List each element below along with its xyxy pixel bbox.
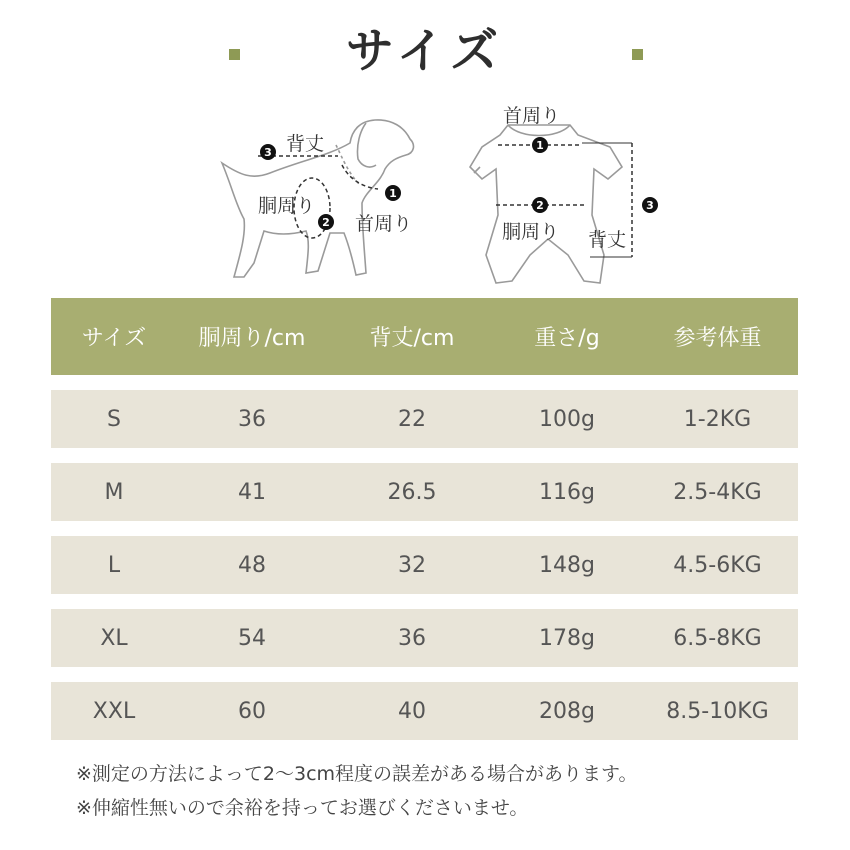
page-title: サイズ (345, 23, 505, 79)
table-row (51, 609, 798, 667)
cell-size: XL (51, 609, 177, 667)
svg-text:1: 1 (389, 187, 397, 200)
note-measurement-error: ※測定の方法によって2〜3cm程度の誤差がある場合があります。 (76, 763, 638, 785)
cell-back-length: 26.5 (327, 463, 497, 521)
header-back-length: 背丈/cm (327, 298, 497, 375)
cell-chest: 48 (177, 536, 327, 594)
header-chest: 胴周り/cm (177, 298, 327, 375)
cell-size: S (51, 390, 177, 448)
svg-text:3: 3 (646, 199, 654, 212)
cell-weight: 178g (497, 609, 637, 667)
cell-chest: 54 (177, 609, 327, 667)
cell-weight: 116g (497, 463, 637, 521)
header-size: サイズ (51, 298, 177, 375)
note-no-stretch: ※伸縮性無いので余裕を持ってお選びくださいませ。 (76, 797, 529, 819)
cell-back-length: 22 (327, 390, 497, 448)
garment-marker-2 (532, 197, 548, 213)
cell-size: L (51, 536, 177, 594)
measurement-diagram (0, 95, 850, 295)
table-header-row (51, 298, 798, 375)
header-reference-weight: 参考体重 (637, 298, 798, 375)
cell-weight: 148g (497, 536, 637, 594)
garment-label-back: 背丈 (588, 229, 627, 251)
dog-label-neck: 首周り (355, 213, 413, 235)
garment-marker-1 (532, 137, 548, 153)
table-row (51, 682, 798, 740)
garment-marker-3 (642, 197, 658, 213)
title-decoration-right (632, 49, 643, 60)
measurement-illustration (0, 95, 850, 295)
dog-marker-1 (385, 185, 401, 201)
cell-chest: 60 (177, 682, 327, 740)
size-table (51, 283, 798, 755)
cell-weight: 208g (497, 682, 637, 740)
cell-reference-weight: 2.5-4KG (637, 463, 798, 521)
cell-reference-weight: 8.5-10KG (637, 682, 798, 740)
cell-reference-weight: 4.5-6KG (637, 536, 798, 594)
dog-marker-3 (260, 144, 276, 160)
svg-text:2: 2 (322, 216, 330, 229)
svg-text:1: 1 (536, 139, 544, 152)
cell-reference-weight: 1-2KG (637, 390, 798, 448)
table-row (51, 463, 798, 521)
title-area (0, 18, 850, 88)
dog-label-chest: 胴周り (258, 195, 316, 217)
cell-weight: 100g (497, 390, 637, 448)
table-row (51, 390, 798, 448)
cell-back-length: 32 (327, 536, 497, 594)
cell-size: M (51, 463, 177, 521)
svg-text:3: 3 (264, 146, 272, 159)
garment-label-chest: 胴周り (502, 221, 560, 243)
dog-label-back: 背丈 (286, 133, 325, 155)
cell-reference-weight: 6.5-8KG (637, 609, 798, 667)
garment-label-neck: 首周り (503, 105, 561, 127)
dog-marker-2 (318, 214, 334, 230)
cell-chest: 36 (177, 390, 327, 448)
header-weight: 重さ/g (497, 298, 637, 375)
cell-back-length: 36 (327, 609, 497, 667)
notes (76, 757, 796, 825)
cell-back-length: 40 (327, 682, 497, 740)
cell-chest: 41 (177, 463, 327, 521)
cell-size: XXL (51, 682, 177, 740)
svg-text:2: 2 (536, 199, 544, 212)
table-row (51, 536, 798, 594)
